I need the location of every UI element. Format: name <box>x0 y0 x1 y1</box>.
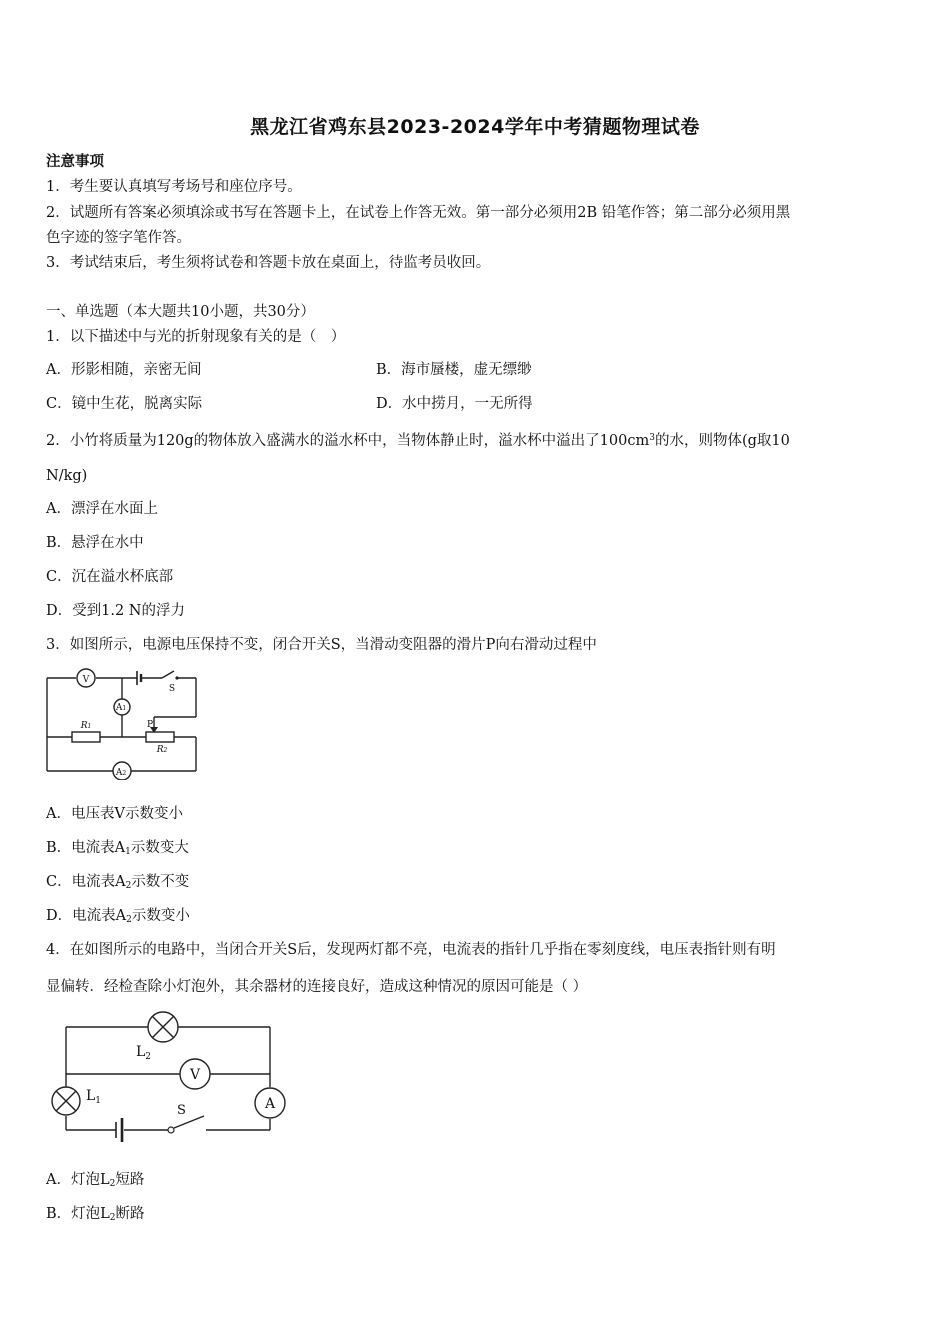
q4-stem-cont: 显偏转．经检查除小灯泡外，其余器材的连接良好，造成这种情况的原因可能是（ ） <box>46 979 588 995</box>
q4-fig-l2-label: L <box>136 1044 146 1060</box>
q3-fig-a1-sub: 1 <box>122 705 127 712</box>
page-title: 黑龙江省鸡东县2023-2024学年中考猜题物理试卷 <box>250 116 700 138</box>
q3-fig-r1-sub: 1 <box>87 723 92 730</box>
svg-text:L2 <box>136 1044 151 1062</box>
q4-fig-switch-label: S <box>177 1103 186 1118</box>
q4-option-b-pre: B．灯泡L <box>46 1206 110 1222</box>
q1-stem: 1．以下描述中与光的折射现象有关的是（ ） <box>46 329 346 345</box>
q4-fig-l1-label: L <box>86 1088 96 1104</box>
svg-text:A2 <box>115 768 127 778</box>
section-heading: 一、单选题（本大题共10小题，共30分） <box>46 304 315 320</box>
q3-option-c-post: 示数不变 <box>131 874 190 890</box>
q3-option-c <box>46 872 189 896</box>
q3-circuit-diagram <box>44 665 204 780</box>
q2-stem-a: 2．小竹将质量为120g的物体放入盛满水的溢水杯中，当物体静止时，溢水杯中溢出了100cm <box>46 433 650 449</box>
q1-option-b: B．海市蜃楼，虚无缥缈 <box>376 362 532 378</box>
q3-option-b-pre: B．电流表A <box>46 840 126 856</box>
q4-fig-l1-sub: 1 <box>95 1096 102 1106</box>
notice-item-2-cont: 色字迹的签字笔作答。 <box>46 230 191 246</box>
notice-heading: 注意事项 <box>46 153 104 170</box>
notice-item-3: 3．考试结束后，考生须将试卷和答题卡放在桌面上，待监考员收回。 <box>46 255 491 271</box>
q4-fig-l2-sub: 2 <box>145 1052 152 1062</box>
q3-option-d-post: 示数变小 <box>131 908 190 924</box>
q3-fig-p-label: P <box>146 720 154 730</box>
q4-option-b-sub: 2 <box>109 1213 116 1223</box>
q3-fig-s-label: S <box>168 684 176 694</box>
q3-fig-r1-label: R <box>80 721 88 731</box>
q1-option-c: C．镜中生花，脱离实际 <box>46 396 203 412</box>
q2-option-a: A．漂浮在水面上 <box>46 501 158 517</box>
q3-fig-a1-label: A <box>115 703 123 713</box>
q3-fig-r2-label: R <box>156 745 164 755</box>
q3-fig-a2-sub: 2 <box>122 770 127 777</box>
q3-option-b-sub: 1 <box>125 847 131 857</box>
q4-option-a-pre: A．灯泡L <box>46 1172 110 1188</box>
q2-stem <box>46 428 790 451</box>
q2-option-c: C．沉在溢水杯底部 <box>46 569 174 585</box>
q3-fig-a2-label: A <box>115 768 123 778</box>
q4-fig-ammeter-label: A <box>264 1096 276 1112</box>
q4-option-a-post: 短路 <box>115 1172 145 1188</box>
q2-stem-b: 的水，则物体(g取10 <box>654 433 790 449</box>
q3-fig-voltmeter-label: V <box>82 675 90 685</box>
svg-text:R2 <box>156 745 168 755</box>
notice-item-2: 2．试题所有答案必须填涂或书写在答题卡上，在试卷上作答无效。第一部分必须用2B 铅笔作答；第二部分必须用黑 <box>46 205 791 221</box>
q2-stem-sup: 3 <box>649 433 655 443</box>
svg-text:A1 <box>115 703 126 713</box>
notice-item-1: 1．考生要认真填写考场号和座位序号。 <box>46 179 302 195</box>
q3-option-c-pre: C．电流表A <box>46 874 126 890</box>
q2-option-d: D．受到1.2 N的浮力 <box>46 603 185 619</box>
q1-option-d: D．水中捞月，一无所得 <box>376 396 533 412</box>
q2-option-b: B．悬浮在水中 <box>46 535 144 551</box>
q3-option-d-sub: 2 <box>126 915 132 925</box>
q3-fig-r2-sub: 2 <box>163 747 168 754</box>
q4-circuit-diagram <box>44 1008 296 1144</box>
q3-option-c-sub: 2 <box>125 881 132 891</box>
svg-text:R1 <box>80 721 92 731</box>
q3-option-d <box>46 906 190 930</box>
q3-option-b-post: 示数变大 <box>130 840 189 856</box>
q4-option-a-sub: 2 <box>109 1179 116 1189</box>
q4-fig-voltmeter-label: V <box>189 1067 201 1083</box>
q4-option-a <box>46 1170 144 1194</box>
q4-stem: 4．在如图所示的电路中，当闭合开关S后，发现两灯都不亮，电流表的指针几乎指在零刻度线，电压表指针则有明 <box>46 942 776 958</box>
q4-option-b-post: 断路 <box>115 1206 145 1222</box>
q1-option-a: A．形影相随，亲密无间 <box>46 362 202 378</box>
svg-text:L1 <box>86 1088 101 1106</box>
q3-option-b <box>46 838 189 862</box>
q3-option-a: A．电压表V示数变小 <box>46 806 183 822</box>
q3-stem: 3．如图所示，电源电压保持不变，闭合开关S，当滑动变阻器的滑片P向右滑动过程中 <box>46 637 597 653</box>
q2-stem-cont: N/kg) <box>46 468 88 484</box>
q4-option-b <box>46 1204 145 1228</box>
q3-option-d-pre: D．电流表A <box>46 908 127 924</box>
